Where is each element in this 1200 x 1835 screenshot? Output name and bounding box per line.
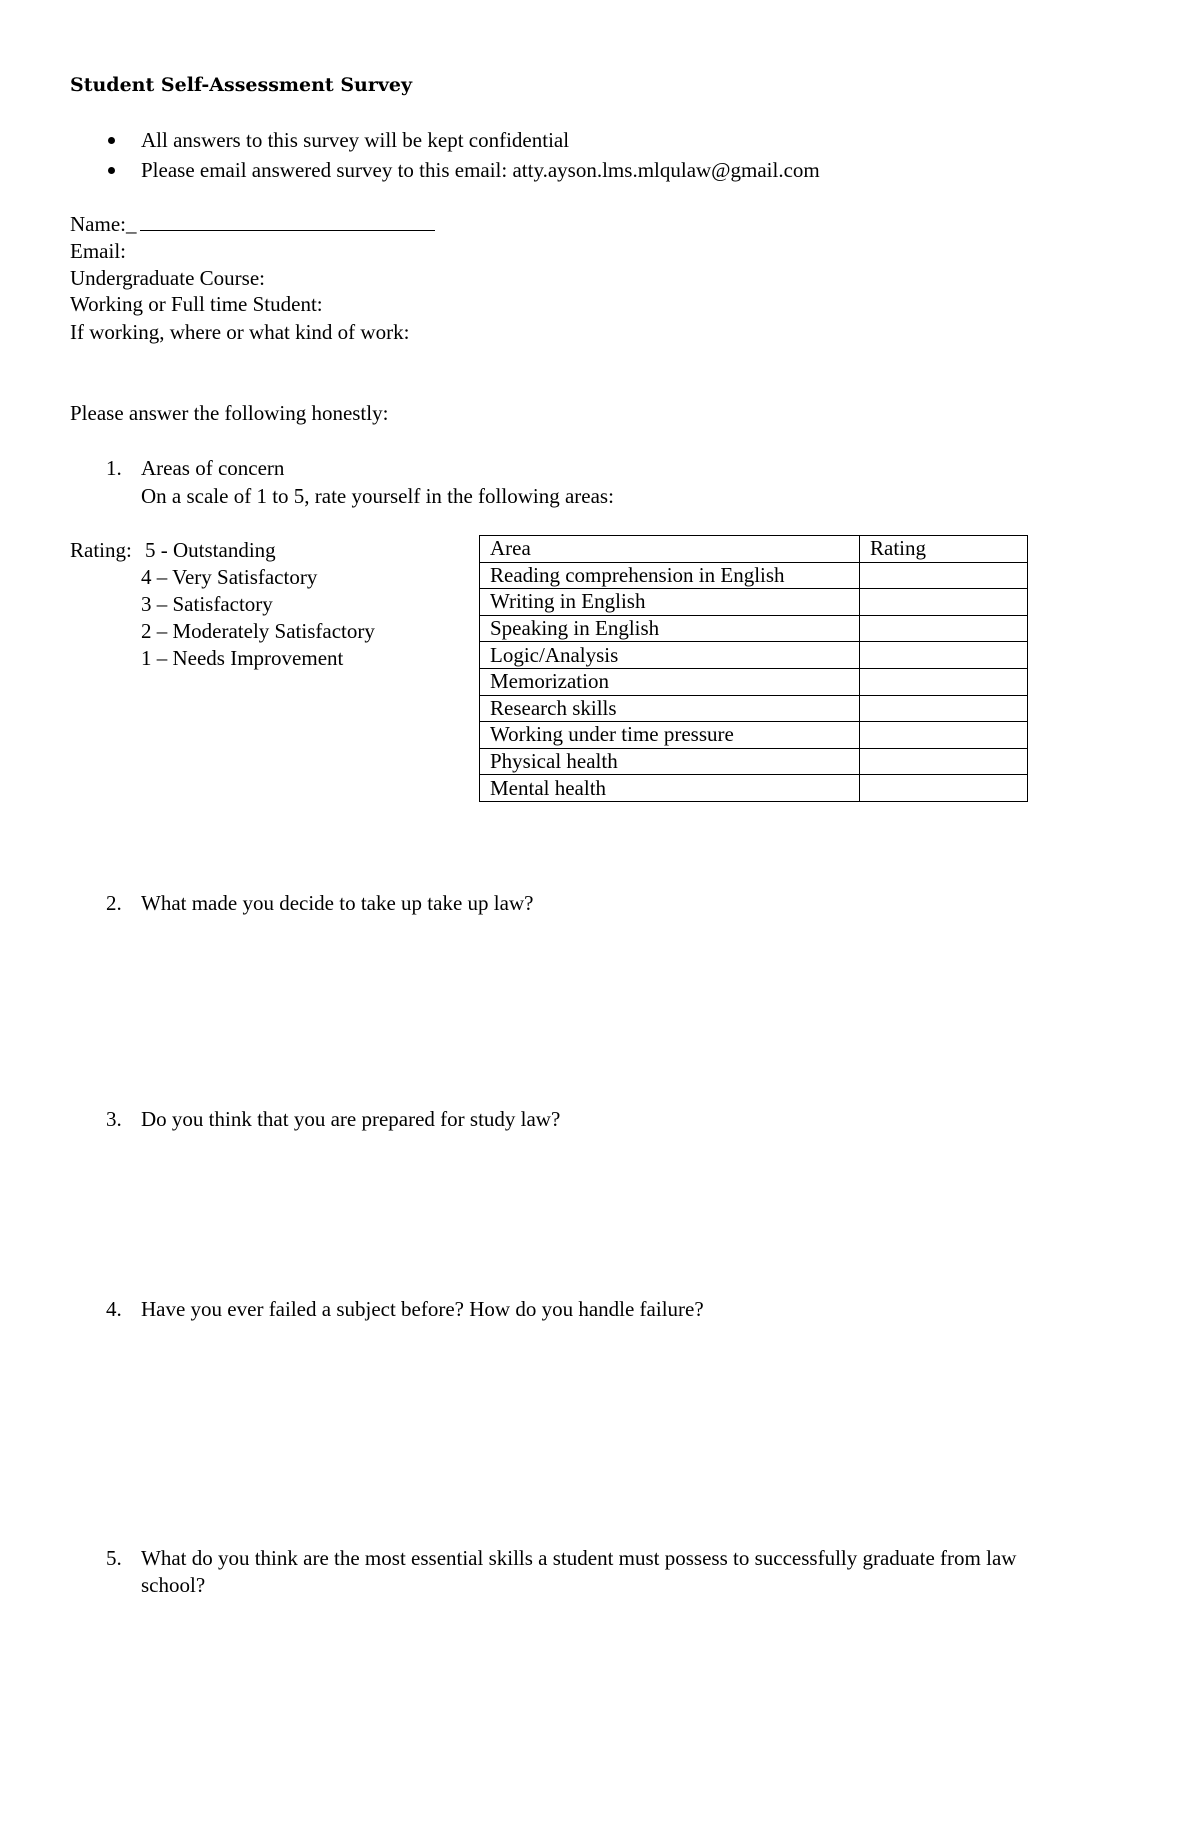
bullet-icon <box>108 137 115 144</box>
table-row <box>480 589 1028 616</box>
rating-cell[interactable] <box>860 695 1028 722</box>
scale-item-4: 4 – Very Satisfactory <box>141 565 318 589</box>
question-3-number: 3. <box>106 1107 122 1131</box>
area-cell: Speaking in English <box>480 615 860 642</box>
rating-cell[interactable] <box>860 668 1028 695</box>
table-row <box>480 695 1028 722</box>
question-1-subtext: On a scale of 1 to 5, rate yourself in the following areas: <box>141 484 614 508</box>
area-cell: Writing in English <box>480 589 860 616</box>
scale-item-2: 2 – Moderately Satisfactory <box>141 619 375 643</box>
area-cell: Physical health <box>480 748 860 775</box>
field-work-label: If working, where or what kind of work: <box>70 320 410 344</box>
rating-cell[interactable] <box>860 562 1028 589</box>
field-status-label: Working or Full time Student: <box>70 292 323 316</box>
rating-cell[interactable] <box>860 615 1028 642</box>
table-row <box>480 748 1028 775</box>
field-name <box>70 212 435 237</box>
table-header-row <box>480 536 1028 563</box>
rating-cell[interactable] <box>860 589 1028 616</box>
rating-table <box>479 535 1028 802</box>
question-5-text-continued: school? <box>141 1573 206 1597</box>
field-name-label: Name:_ <box>70 212 137 236</box>
rating-cell[interactable] <box>860 775 1028 802</box>
question-1-number: 1. <box>106 456 122 480</box>
question-1-text: Areas of concern <box>141 456 285 480</box>
question-2-number: 2. <box>106 891 122 915</box>
area-cell: Memorization <box>480 668 860 695</box>
scale-item-3: 3 – Satisfactory <box>141 592 273 616</box>
scale-item-1: 1 – Needs Improvement <box>141 646 344 670</box>
note-email: Please email answered survey to this email: atty.ayson.lms.mlqulaw@gmail.com <box>141 158 820 182</box>
question-5-text: What do you think are the most essential skills a student must possess to successfully graduate from law <box>141 1546 1017 1570</box>
header-area: Area <box>480 536 860 563</box>
question-5-number: 5. <box>106 1546 122 1570</box>
field-course-label: Undergraduate Course: <box>70 266 265 290</box>
area-cell: Logic/Analysis <box>480 642 860 669</box>
table-row <box>480 562 1028 589</box>
table-row <box>480 615 1028 642</box>
header-rating: Rating <box>860 536 1028 563</box>
scale-label: Rating: <box>70 538 132 562</box>
name-blank-line[interactable] <box>140 216 435 231</box>
rating-cell[interactable] <box>860 642 1028 669</box>
area-cell: Reading comprehension in English <box>480 562 860 589</box>
note-confidential: All answers to this survey will be kept confidential <box>141 128 570 152</box>
area-cell: Mental health <box>480 775 860 802</box>
page-title: Student Self-Assessment Survey <box>70 74 413 96</box>
rating-cell[interactable] <box>860 748 1028 775</box>
scale-item-5: 5 - Outstanding <box>145 538 276 562</box>
question-3-text: Do you think that you are prepared for study law? <box>141 1107 561 1131</box>
area-cell: Research skills <box>480 695 860 722</box>
table-row <box>480 642 1028 669</box>
bullet-icon <box>108 167 115 174</box>
field-email-label: Email: <box>70 239 126 263</box>
area-cell: Working under time pressure <box>480 722 860 749</box>
question-2-text: What made you decide to take up take up law? <box>141 891 534 915</box>
table-row <box>480 722 1028 749</box>
table-row <box>480 668 1028 695</box>
question-4-number: 4. <box>106 1297 122 1321</box>
question-4-text: Have you ever failed a subject before? How do you handle failure? <box>141 1297 704 1321</box>
rating-cell[interactable] <box>860 722 1028 749</box>
instruction-text: Please answer the following honestly: <box>70 401 389 425</box>
table-row <box>480 775 1028 802</box>
